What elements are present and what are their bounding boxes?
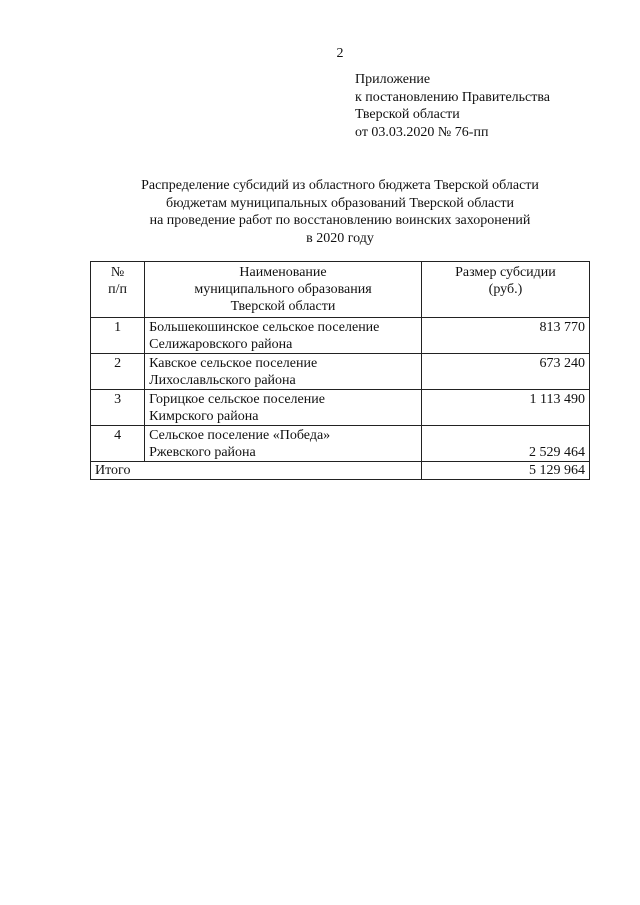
row-municipality: Большекошинское сельское поселение Селижаровского района (145, 318, 422, 354)
header-municipality: Наименование муниципального образования Тверской области (145, 262, 422, 318)
row-amount: 673 240 (421, 354, 589, 390)
appendix-block (355, 71, 550, 141)
appendix-line: Приложение (355, 72, 431, 87)
row-number: 4 (91, 426, 145, 462)
row-number: 1 (91, 318, 145, 354)
header-number: № п/п (91, 262, 145, 318)
page-number: 2 (336, 46, 344, 61)
table-total-row (91, 462, 590, 480)
subsidies-table (90, 261, 590, 480)
row-amount: 2 529 464 (421, 426, 589, 462)
title-line: бюджетам муниципальных образований Тверской области (165, 195, 515, 211)
row-number: 3 (91, 390, 145, 426)
total-label: Итого (91, 462, 422, 480)
row-amount: 1 113 490 (421, 390, 589, 426)
header-amount: Размер субсидии (руб.) (421, 262, 589, 318)
table-header-row (91, 262, 590, 318)
row-municipality: Сельское поселение «Победа» Ржевского района (145, 426, 422, 462)
appendix-line: Тверской области (355, 107, 460, 122)
title-line: Распределение субсидий из областного бюджета Тверской области (141, 178, 539, 193)
document-title (60, 177, 620, 247)
table-row (91, 318, 590, 354)
total-amount: 5 129 964 (421, 462, 589, 480)
appendix-line: от 03.03.2020 № 76-пп (355, 124, 489, 140)
table-row (91, 390, 590, 426)
title-line: в 2020 году (306, 230, 374, 246)
row-municipality: Кавское сельское поселение Лихославльского района (145, 354, 422, 390)
row-number: 2 (91, 354, 145, 390)
title-line: на проведение работ по восстановлению воинских захоронений (149, 213, 531, 228)
row-municipality: Горицкое сельское поселение Кимрского района (145, 390, 422, 426)
table-row (91, 426, 590, 462)
appendix-line: к постановлению Правительства (355, 89, 551, 105)
table-row (91, 354, 590, 390)
row-amount: 813 770 (421, 318, 589, 354)
